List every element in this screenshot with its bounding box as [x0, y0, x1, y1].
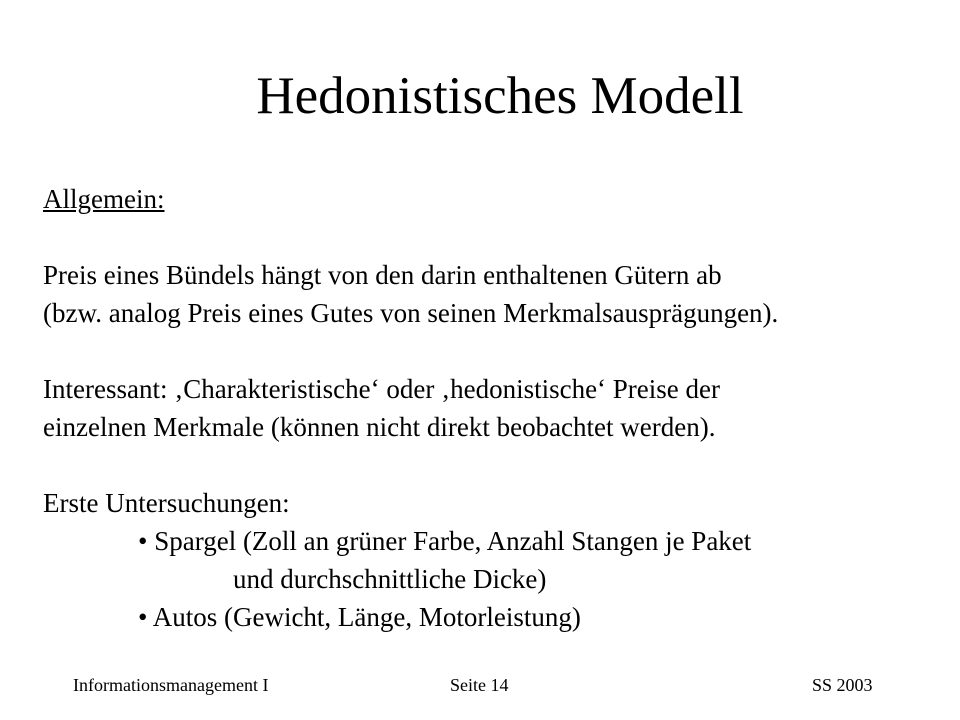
spacer [43, 332, 943, 370]
paragraph-line: Preis eines Bündels hängt von den darin enthaltenen Gütern ab [43, 260, 722, 290]
bullet-continuation: und durchschnittliche Dicke) [233, 564, 547, 594]
bullet-item [43, 522, 943, 560]
footer-term: SS 2003 [812, 675, 873, 695]
slide-title: Hedonistisches Modell [256, 67, 744, 125]
paragraph-line: Erste Untersuchungen: [43, 488, 290, 518]
bullet-text: Autos (Gewicht, Länge, Motorleistung) [152, 602, 581, 632]
bullet-item [43, 598, 943, 636]
bullet-marker: • [138, 526, 148, 556]
section-heading: Allgemein: [43, 184, 165, 214]
footer-page-number: Seite 14 [450, 675, 509, 695]
bullet-text: Spargel (Zoll an grüner Farbe, Anzahl Stangen je Paket [154, 526, 752, 556]
bullet-marker: • [138, 602, 148, 632]
footer-course: Informationsmanagement I [73, 675, 269, 695]
slide-body [43, 180, 943, 636]
spacer [43, 218, 943, 256]
paragraph-line: (bzw. analog Preis eines Gutes von seinen Merkmalsausprägungen). [43, 298, 779, 328]
paragraph-line: Interessant: ‚Charakteristische‘ oder ‚hedonistische‘ Preise der [43, 374, 721, 404]
spacer [43, 446, 943, 484]
paragraph-line: einzelnen Merkmale (können nicht direkt beobachtet werden). [43, 412, 716, 442]
